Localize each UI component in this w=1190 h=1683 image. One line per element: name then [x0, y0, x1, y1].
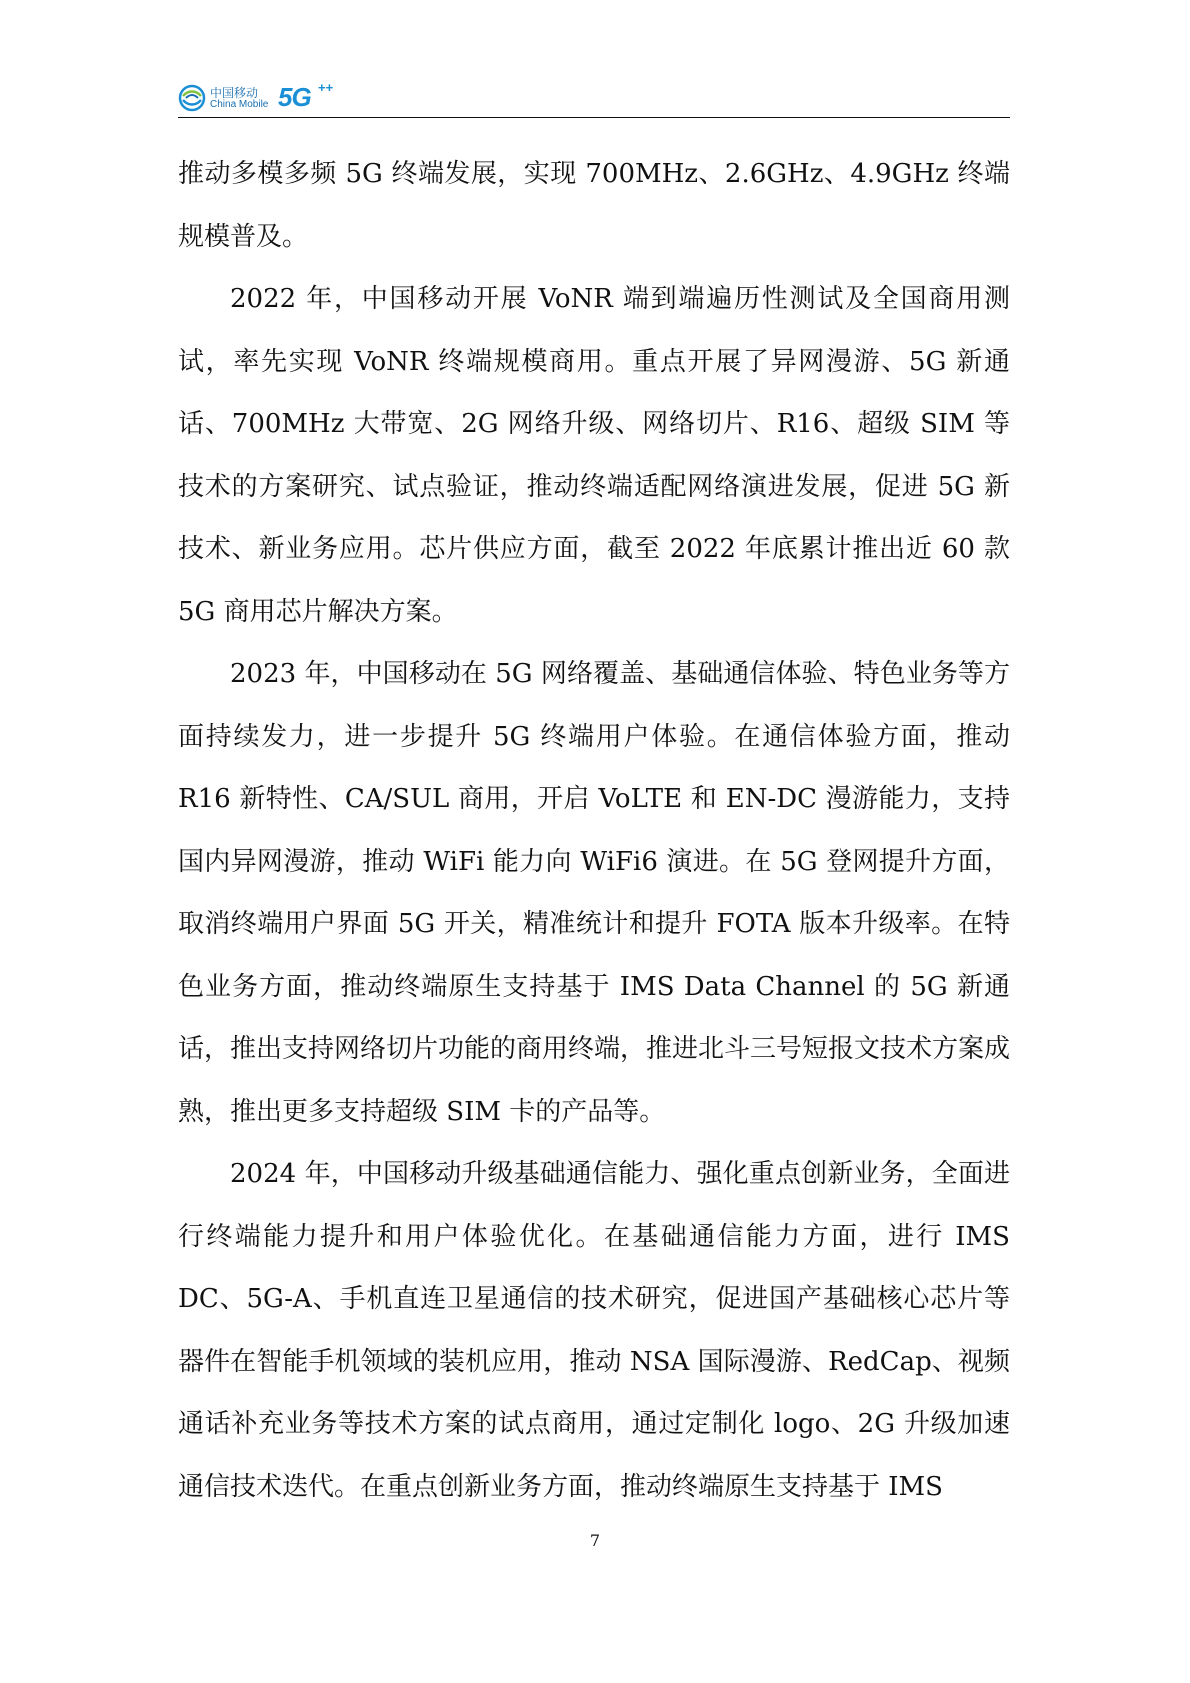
body-text — [178, 143, 1010, 1518]
paragraph: 2024 年，中国移动升级基础通信能力、强化重点创新业务，全面进行终端能力提升和用户体验优化。在基础通信能力方面，进行 IMS DC、5G-A、手机直连卫星通信的技术研究，促进国产基础核心芯片等器件在智能手机领域的装机应用，推动 NSA 国际漫游、RedCap、视频通话补充业务等技术方案的试点商用，通过定制化 logo、2G 升级加速通信技术迭代。在重点创新业务方面，推动终端原生支持基于 IMS — [178, 1159, 1010, 1502]
brand-name-en: China Mobile — [210, 99, 269, 110]
header-divider — [178, 117, 1010, 118]
china-mobile-logo-icon — [178, 84, 206, 112]
5g-badge-plus: ++ — [318, 80, 334, 95]
paragraph: 2023 年，中国移动在 5G 网络覆盖、基础通信体验、特色业务等方面持续发力，进一步提升 5G 终端用户体验。在通信体验方面，推动 R16 新特性、CA/SUL 商用，开启 VoLTE 和 EN-DC 漫游能力，支持国内异网漫游，推动 WiFi 能力向 WiFi6 演进。在 5G 登网提升方面，取消终端用户界面 5G 开关，精准统计和提升 FOTA 版本升级率。在特色业务方面，推动终端原生支持基于 IMS Data Channel 的 5G 新通话，推出支持网络切片功能的商用终端，推进北斗三号短报文技术方案成熟，推出更多支持超级 SIM 卡的产品等。 — [178, 659, 1011, 1127]
paragraph: 推动多模多频 5G 终端发展，实现 700MHz、2.6GHz、4.9GHz 终端规模普及。 — [178, 159, 1010, 252]
5g-badge: 5G — [278, 82, 311, 112]
page-header — [178, 78, 1010, 118]
page-number: 7 — [589, 1531, 601, 1550]
brand-name-cn: 中国移动 — [210, 86, 259, 100]
paragraph: 2022 年，中国移动开展 VoNR 端到端遍历性测试及全国商用测试，率先实现 VoNR 终端规模商用。重点开展了异网漫游、5G 新通话、700MHz 大带宽、2G 网络升级、网络切片、R16、超级 SIM 等技术的方案研究、试点验证，推动终端适配网络演进发展，促进 5G 新技术、新业务应用。芯片供应方面，截至 2022 年底累计推出近 60 款 5G 商用芯片解决方案。 — [178, 284, 1010, 627]
